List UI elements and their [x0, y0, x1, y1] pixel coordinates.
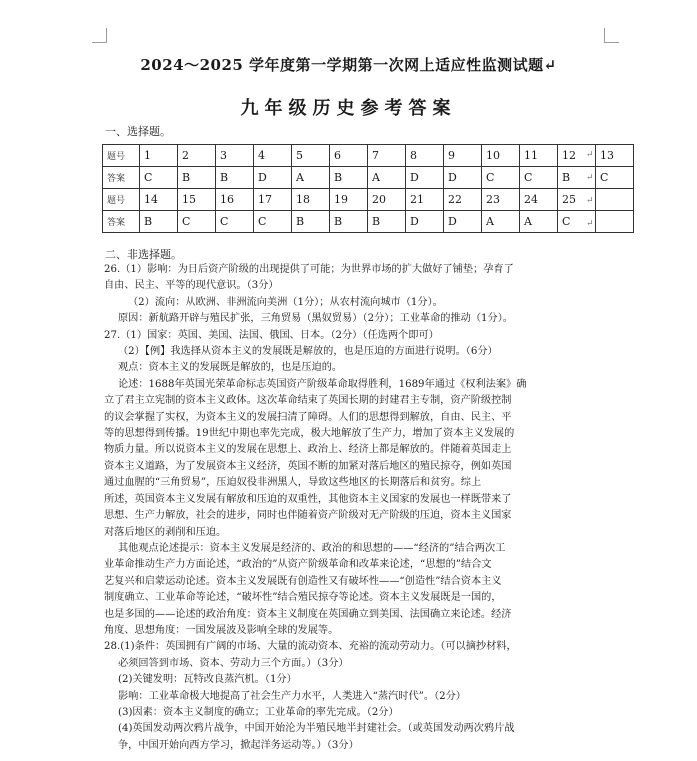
question-number-cell: 22: [444, 189, 482, 211]
question-number-cell: 3: [216, 145, 254, 167]
question-number-cell: [596, 189, 634, 211]
text-line: 资本主义道路，为了发展资本主义经济，英国不断的加紧对落后地区的殖民掠夺，例如英国: [104, 460, 512, 472]
row-label: 答案: [103, 167, 140, 189]
answer-cell: C: [178, 211, 216, 233]
crop-mark-top-right: [604, 28, 619, 43]
answer-cell: A: [520, 211, 558, 233]
text-line: 原因：新航路开辟与殖民扩张，三角贸易（黑奴贸易）（2分）；工业革命的推动（1分）。: [118, 313, 513, 325]
text-line: 28.(1)条件：英国拥有广阔的市场、大量的流动资本、充裕的流动劳动力。（可以摘抄材料，: [104, 641, 517, 653]
row-end-mark: ↵: [586, 196, 594, 206]
text-line: 影响：工业革命极大地提高了社会生产力水平，人类进入“蒸汽时代”。（2分）: [118, 690, 466, 702]
question-number-cell: 5: [292, 145, 330, 167]
answer-cell: B: [558, 167, 596, 189]
question-number-cell: 14: [140, 189, 178, 211]
answer-cell: D: [406, 211, 444, 233]
question-number-cell: 24: [520, 189, 558, 211]
text-line: 争，中国开始向西方学习，掀起洋务运动等。）（3分）: [118, 739, 359, 751]
answer-cell: C: [254, 211, 292, 233]
text-line: 也是多国的——论述的政治角度：资本主义制度在英国确立到美国、法国确立来论述。经济: [104, 608, 512, 620]
text-line: (4)英国发动两次鸦片战争，中国开始沦为半殖民地半封建社会。（或英国发动两次鸦片战: [118, 723, 515, 735]
answer-cell: D: [444, 167, 482, 189]
text-line: 其他观点论述提示：资本主义发展是经济的、政治的和思想的——“经济的”结合两次工: [118, 542, 506, 554]
question-number-cell: 9: [444, 145, 482, 167]
text-line: （2）流向：从欧洲、非洲流向美洲（1分）；从农村流向城市（1分）。: [128, 296, 443, 308]
text-line: (3)因素：资本主义制度的确立；工业革命的率先完成。（2分）: [118, 706, 399, 718]
row-label: 答案: [103, 211, 140, 233]
row-end-mark: ↵: [586, 173, 594, 183]
answer-cell: D: [254, 167, 292, 189]
text-line: 制度确立、工业革命等论述，“破坏性”结合殖民掠夺等论述。资本主义发展既是一国的，: [104, 592, 502, 604]
answer-cell: C: [140, 167, 178, 189]
text-line: 等的思想得到传播。19世纪中期也率先完成，极大地解放了生产力，增加了资本主义发展的: [104, 428, 515, 440]
question-number-cell: 19: [330, 189, 368, 211]
crop-mark-top-left: [92, 28, 107, 43]
answer-cell: C: [216, 211, 254, 233]
question-number-cell: 17: [254, 189, 292, 211]
text-line: 论述：1688年英国光荣革命标志英国资产阶级革命取得胜利，1689年通过《权利法案》确: [118, 378, 527, 390]
text-line: 业革命推动生产力方面论述，“政治的”从资产阶级革命和改革来论述，“思想的”结合文: [104, 559, 492, 571]
question-number-cell: 10: [482, 145, 520, 167]
answer-cell: A: [292, 167, 330, 189]
answer-body-text: [104, 262, 604, 754]
answer-cell: B: [330, 167, 368, 189]
question-number-cell: 16: [216, 189, 254, 211]
text-line: （2）【例】我选择从资本主义的发展既是解放的，也是压迫的方面进行说明。（6分）: [118, 346, 498, 358]
question-number-cell: 21: [406, 189, 444, 211]
section-heading-choice: 一、选择题。: [105, 125, 171, 138]
text-line: 27.（1）国家：英国、美国、法国、俄国、日本。（2分）（任选两个即可）: [104, 329, 439, 341]
question-number-cell: 12: [558, 145, 596, 167]
answer-cell: [596, 211, 634, 233]
question-number-cell: 15: [178, 189, 216, 211]
text-line: 26.（1）影响：为日后资产阶级的出现提供了可能；为世界市场的扩大做好了铺垫；孕育了: [104, 264, 514, 275]
question-number-cell: 8: [406, 145, 444, 167]
row-end-mark: ↵: [586, 219, 594, 229]
text-line: 观点：资本主义的发展既是解放的，也是压迫的。: [118, 362, 343, 374]
question-number-cell: 1: [140, 145, 178, 167]
text-line: 自由、民主、平等的现代意识。（3分）: [104, 280, 279, 292]
question-number-cell: 25: [558, 189, 596, 211]
question-number-cell: 7: [368, 145, 406, 167]
text-line: 通过血腥的“三角贸易”，压迫奴役非洲黑人，导致这些地区的长期落后和贫穷。综上: [104, 477, 482, 489]
question-number-cell: 11: [520, 145, 558, 167]
answer-table: [102, 144, 634, 233]
question-number-cell: 6: [330, 145, 368, 167]
question-number-cell: 18: [292, 189, 330, 211]
answer-cell: C: [596, 167, 634, 189]
question-number-cell: 2: [178, 145, 216, 167]
text-line: (2)关键发明：瓦特改良蒸汽机。（1分）: [118, 674, 297, 686]
section-heading-non-choice: 二、非选择题。: [105, 248, 182, 261]
table-row: [103, 211, 634, 233]
text-line: 角度、思想角度：一国发展波及影响全球的发展等。: [104, 624, 339, 636]
row-label: 题号: [103, 145, 140, 167]
page-title: 2024～2025 学年度第一学期第一次网上适应性监测试题↵: [140, 56, 557, 74]
row-end-mark: ↵: [586, 150, 594, 160]
answer-cell: A: [482, 211, 520, 233]
answer-cell: C: [482, 167, 520, 189]
question-number-cell: 13: [596, 145, 634, 167]
text-line: 的议会掌握了实权，为资本主义的发展扫清了障碍。人们的思想得到解放，自由、民主、平: [104, 411, 512, 423]
text-line: 物质力量。所以说资本主义的发展在思想上、政治上、经济上都是解放的。伴随着英国走上: [104, 444, 512, 456]
answer-cell: C: [520, 167, 558, 189]
table-row: [103, 189, 634, 211]
text-line: 思想、生产力解放，社会的进步，同时也伴随着资产阶级对无产阶级的压迫，资本主义国家: [104, 510, 512, 522]
answer-cell: C: [558, 211, 596, 233]
answer-cell: B: [330, 211, 368, 233]
answer-cell: D: [444, 211, 482, 233]
text-line: 必须回答到市场、资本、劳动力三个方面。）（3分）: [118, 657, 349, 669]
text-line: 艺复兴和启蒙运动论述。资本主义发展既有创造性又有破坏性——“创造性”结合资本主义: [104, 575, 502, 587]
question-number-cell: 20: [368, 189, 406, 211]
answer-cell: B: [292, 211, 330, 233]
table-row: [103, 167, 634, 189]
text-line: 所述，英国资本主义发展有解放和压迫的双重性，其他资本主义国家的发展也一样既带来了: [104, 493, 512, 505]
question-number-cell: 23: [482, 189, 520, 211]
answer-cell: B: [140, 211, 178, 233]
answer-cell: B: [178, 167, 216, 189]
answer-cell: B: [368, 211, 406, 233]
text-line: 立了君主立宪制的资本主义政体。这次革命结束了英国长期的封建君主专制，资产阶级控制: [104, 395, 512, 407]
answer-cell: B: [216, 167, 254, 189]
text-line: 对落后地区的剥削和压迫。: [104, 526, 227, 538]
question-number-cell: 4: [254, 145, 292, 167]
table-row: [103, 145, 634, 167]
page-subtitle: 九年级历史参考答案: [240, 98, 457, 119]
answer-cell: D: [406, 167, 444, 189]
answer-cell: A: [368, 167, 406, 189]
row-label: 题号: [103, 189, 140, 211]
